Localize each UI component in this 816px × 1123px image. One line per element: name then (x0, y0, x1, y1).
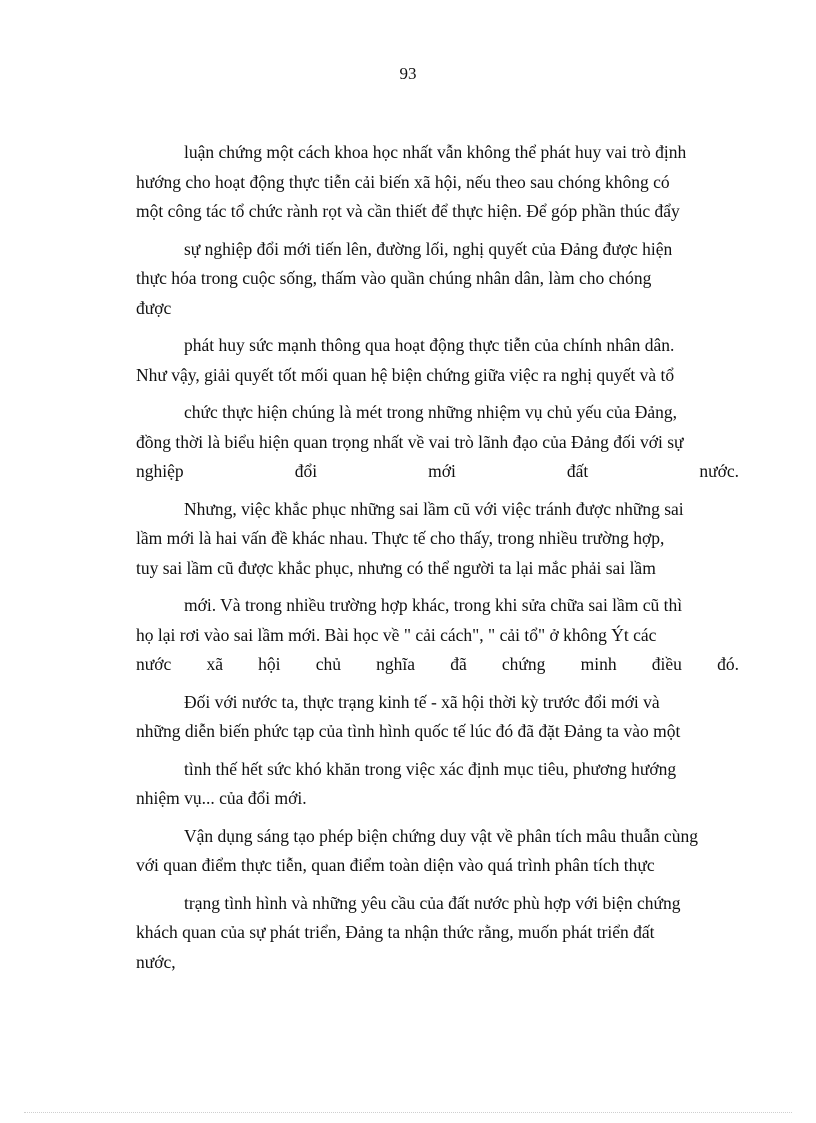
word: đã (450, 654, 467, 674)
paragraph (136, 235, 739, 324)
word: xã (206, 654, 223, 674)
word: chủ (315, 654, 341, 674)
text-line: Nhưng, việc khắc phục những sai lầm cũ với việc tránh được những sai (184, 498, 684, 519)
text-line: được (136, 297, 172, 318)
paragraph (136, 755, 739, 814)
text-line: những diễn biến phức tạp của tình hình quốc tế lúc đó đã đặt Đảng ta vào một (136, 721, 681, 741)
body-text (136, 138, 739, 977)
word: minh (580, 654, 617, 674)
text-line: một công tác tổ chức rành rọt và cần thiết để thực hiện. Để góp phần thúc đẩy (136, 201, 680, 221)
paragraph (136, 889, 739, 978)
text-line: thực hóa trong cuộc sống, thấm vào quần chúng nhân dân, làm cho chóng (136, 268, 652, 288)
paragraph (136, 331, 739, 390)
word: nước. (699, 461, 739, 481)
word: nghĩa (376, 654, 416, 674)
page-number: 93 (399, 64, 417, 83)
text-line: lầm mới là hai vấn đề khác nhau. Thực tế cho thấy, trong nhiều trường hợp, (136, 528, 665, 548)
text-line: mới. Và trong nhiều trường hợp khác, trong khi sửa chữa sai lầm cũ thì (184, 595, 683, 615)
word: đất (566, 461, 589, 481)
text-line: Vận dụng sáng tạo phép biện chứng duy vật về phân tích mâu thuẫn cùng (184, 825, 698, 846)
page-bottom-rule (24, 1112, 792, 1113)
paragraph (136, 495, 739, 584)
paragraph (136, 138, 739, 227)
text-line: khách quan của sự phát triển, Đảng ta nhận thức rằng, muốn phát triển đất (136, 922, 655, 942)
paragraph (136, 398, 739, 487)
text-line: nhiệm vụ... của đổi mới. (136, 788, 307, 808)
word: điều (651, 654, 682, 674)
spread-text-line (136, 457, 739, 487)
text-line: Đối với nước ta, thực trạng kinh tế - xã hội thời kỳ trước đổi mới và (184, 691, 660, 712)
spread-text-line (136, 650, 739, 680)
paragraph (136, 688, 739, 747)
text-line: chức thực hiện chúng là mét trong những nhiệm vụ chủ yếu của Đảng, (184, 402, 678, 422)
text-line: nước, (136, 951, 176, 972)
text-line: Như vậy, giải quyết tốt mối quan hệ biện chứng giữa việc ra nghị quyết và tổ (136, 364, 675, 385)
text-line: với quan điểm thực tiễn, quan điểm toàn diện vào quá trình phân tích thực (136, 855, 655, 875)
word: nước (136, 654, 172, 674)
text-line: tình thế hết sức khó khăn trong việc xác định mục tiêu, phương hướng (184, 758, 677, 779)
word: hội (258, 654, 281, 674)
text-line: hướng cho hoạt động thực tiễn cải biến xã hội, nếu theo sau chóng không có (136, 171, 670, 192)
text-line: họ lại rơi vào sai lầm mới. Bài học về " cải cách", " cải tổ" ở không Ýt các (136, 624, 657, 645)
text-line: luận chứng một cách khoa học nhất vẫn không thể phát huy vai trò định (184, 142, 687, 162)
text-line: sự nghiệp đổi mới tiến lên, đường lối, nghị quyết của Đảng được hiện (184, 238, 673, 259)
text-line: trạng tình hình và những yêu cầu của đất nước phù hợp với biện chứng (184, 892, 681, 913)
word: đó. (717, 654, 739, 674)
word: nghiệp (136, 461, 184, 481)
paragraph (136, 591, 739, 680)
text-line: đồng thời là biểu hiện quan trọng nhất về vai trò lãnh đạo của Đảng đối với sự (136, 431, 684, 452)
word: đổi (294, 461, 318, 481)
text-line: phát huy sức mạnh thông qua hoạt động thực tiễn của chính nhân dân. (184, 335, 675, 355)
word: mới (428, 461, 456, 481)
word: chứng (501, 654, 546, 674)
text-line: tuy sai lầm cũ được khắc phục, nhưng có thể người ta lại mắc phải sai lầm (136, 557, 656, 578)
paragraph (136, 822, 739, 881)
